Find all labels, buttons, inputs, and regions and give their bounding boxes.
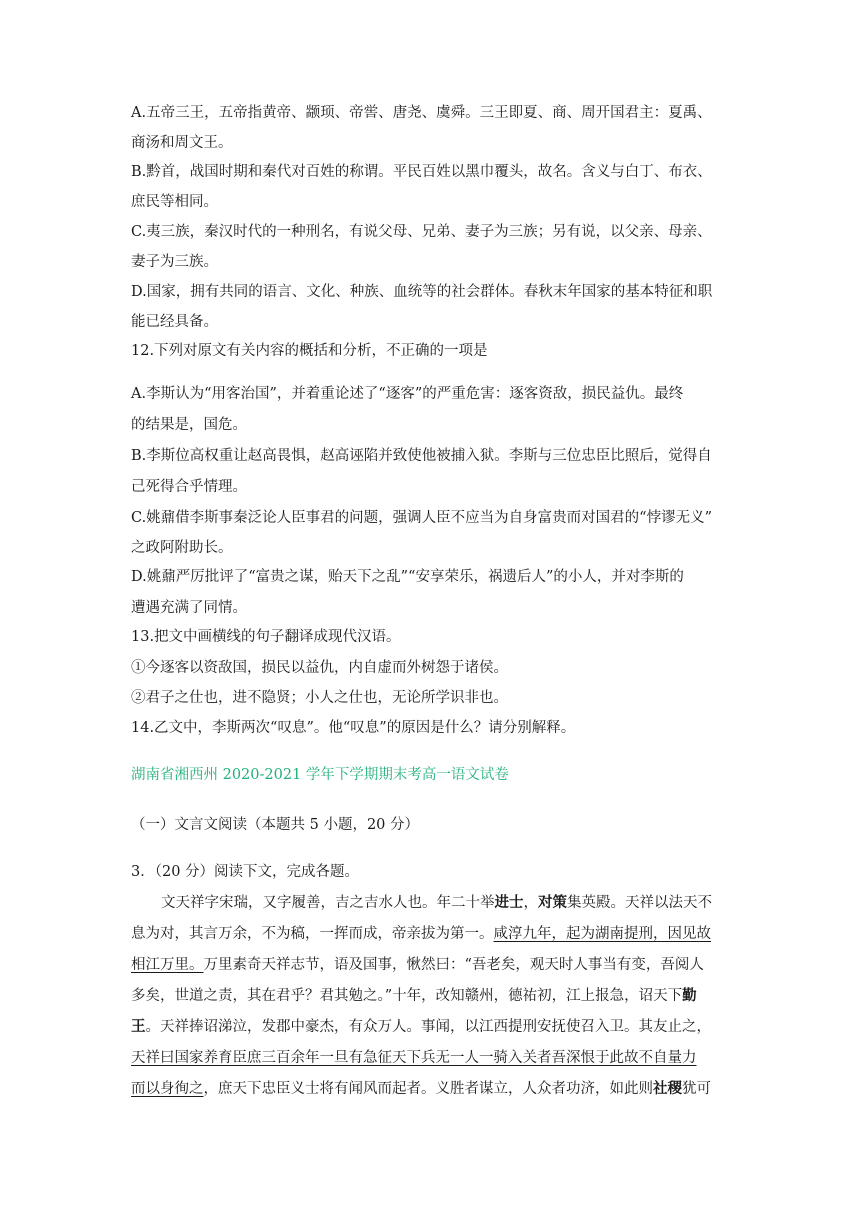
q12-option-a-line1: A.李斯认为“用客治国”，并着重论述了“逐客”的严重危害：逐客资敌，损民益仇。最终 [131, 386, 684, 402]
section-subtitle: （一）文言文阅读（本题共 5 小题，20 分） [131, 817, 420, 833]
passage-line-6 [131, 1048, 731, 1068]
underlined-sentence-1a: 咸淳九年，起为湖南提刑，因见故 [493, 926, 711, 942]
passage-line-1: 文天祥字宋瑞，又字履善，吉之吉水人也。年二十举进士，对策集英殿。天祥以法天不 [161, 894, 712, 911]
q11-option-a-line1: A.五帝三王，五帝指黄帝、颛顼、帝喾、唐尧、虞舜。三王即夏、商、周开国君主：夏禹、 [131, 105, 712, 121]
passage-line-2: 息为对，其言万余，不为稿，一挥而成，帝亲拔为第一。咸淳九年，起为湖南提刑，因见故 [131, 926, 711, 942]
passage-line-3: 相江万里。万里素奇天祥志节，语及国事，愀然曰：“吾老矣，观天时人事当有变，吾阅人 [131, 957, 704, 973]
underlined-sentence-2b: 而以身徇之 [131, 1081, 204, 1097]
q13-sentence-1: ①今逐客以资敌国，损民以益仇，内自虚而外树怨于诸侯。 [131, 660, 508, 676]
q11-option-c-line1: C.夷三族，秦汉时代的一种刑名，有说父母、兄弟、妻子为三族；另有说，以父亲、母亲、 [131, 224, 712, 240]
q11-option-b-line2: 庶民等相同。 [131, 194, 218, 210]
keyword-qin: 勤 [682, 987, 697, 1004]
q12-option-a-line2: 的结果是，国危。 [131, 417, 247, 433]
q12-option-b-line1: B.李斯位高权重让赵高畏惧，赵高诬陷并致使他被捕入狱。李斯与三位忠臣比照后，觉得自 [131, 448, 712, 464]
q12-option-d-line2: 遭遇充满了同情。 [131, 600, 247, 616]
keyword-duice: 对策 [538, 894, 567, 911]
q11-option-d-line2: 能已经具备。 [131, 314, 218, 330]
passage-line-4: 多矣，世道之责，其在君乎？君其勉之。”十年，改知赣州，德祐初，江上报急，诏天下勤 [131, 987, 697, 1004]
q3-stem: 3．（20 分）阅读下文，完成各题。 [131, 864, 360, 880]
keyword-sheji: 社稷 [653, 1080, 682, 1097]
keyword-wang: 王 [131, 1018, 146, 1035]
q12-stem: 12.下列对原文有关内容的概括和分析，不正确的一项是 [131, 343, 488, 359]
underlined-sentence-2a: 天祥曰国家养育臣庶三百余年一旦有急征天下兵无一人一骑入关者吾深恨于此故不自量力 [131, 1050, 697, 1066]
q11-option-d-line1: D.国家，拥有共同的语言、文化、种族、血统等的社会群体。春秋末年国家的基本特征和职 [131, 284, 713, 300]
underlined-sentence-1b: 相江万里。 [131, 957, 204, 973]
q13-stem: 13.把文中画横线的句子翻译成现代汉语。 [131, 629, 401, 645]
passage-line-5: 王。天祥捧诏涕泣，发郡中豪杰，有众万人。事闻，以江西提刑安抚使召入卫。其友止之， [131, 1018, 711, 1035]
q12-option-b-line2: 己死得合乎情理。 [131, 479, 247, 495]
q12-option-c-line1: C.姚鼐借李斯事秦泛论人臣事君的问题，强调人臣不应当为自身富贵而对国君的“悖谬无义” [131, 510, 713, 526]
section-title: 湖南省湘西州 2020-2021 学年下学期期末考高一语文试卷 [131, 767, 509, 783]
passage-line-7: 而以身徇之，庶天下忠臣义士将有闻风而起者。义胜者谋立，人众者功济，如此则社稷犹可 [131, 1080, 711, 1097]
q11-option-a-line2: 商汤和周文王。 [131, 135, 233, 151]
q11-option-c-line2: 妻子为三族。 [131, 254, 218, 270]
q12-option-d-line1: D.姚鼐严厉批评了“富贵之谋，贻天下之乱”“安享荣乐，祸遗后人”的小人，并对李斯的 [131, 569, 684, 585]
q14-stem: 14.乙文中，李斯两次“叹息”。他“叹息”的原因是什么？请分别解释。 [131, 720, 576, 736]
q13-sentence-2: ②君子之仕也，进不隐贤；小人之仕也，无论所学识非也。 [131, 690, 508, 706]
q12-option-c-line2: 之政阿附助长。 [131, 540, 233, 556]
keyword-jinshi: 进士 [494, 894, 524, 911]
q11-option-b-line1: B.黔首，战国时期和秦代对百姓的称谓。平民百姓以黑巾覆头，故名。含义与白丁、布衣、 [131, 164, 712, 180]
